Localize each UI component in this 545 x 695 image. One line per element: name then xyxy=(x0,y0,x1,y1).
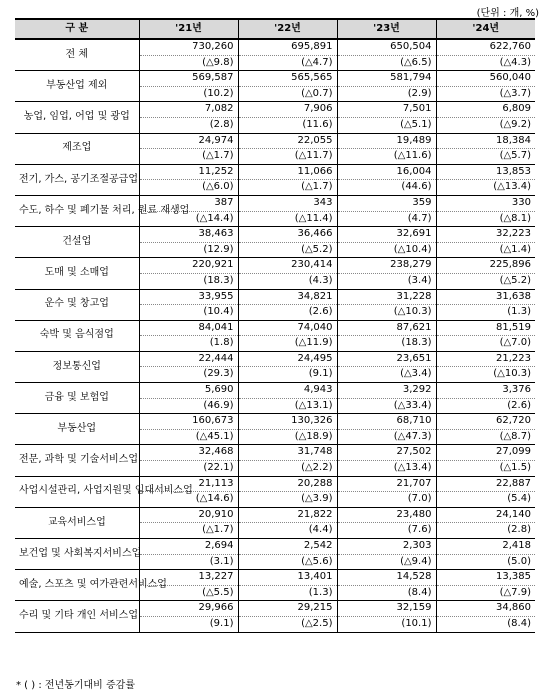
count-cell: 569,587 xyxy=(139,71,238,87)
change-rate-cell: (△2.2) xyxy=(238,461,337,477)
count-cell: 24,140 xyxy=(436,507,535,523)
count-cell: 31,228 xyxy=(337,289,436,305)
header-year-2022: '22년 xyxy=(238,19,337,39)
change-rate-cell: (△13.4) xyxy=(337,461,436,477)
table-row xyxy=(15,539,535,555)
change-rate-cell: (4.3) xyxy=(238,273,337,289)
count-cell: 560,040 xyxy=(436,71,535,87)
header-year-2024: '24년 xyxy=(436,19,535,39)
count-cell: 32,223 xyxy=(436,227,535,243)
row-label: 전 체 xyxy=(15,39,139,71)
table-row xyxy=(15,71,535,87)
count-cell: 62,720 xyxy=(436,414,535,430)
header-category: 구 분 xyxy=(15,19,139,39)
footnote: * ( ) : 전년동기대비 증감률 xyxy=(16,680,136,691)
row-label: 보건업 및 사회복지서비스업 xyxy=(15,539,139,570)
change-rate-cell: (2.6) xyxy=(238,305,337,321)
table-row xyxy=(15,39,535,55)
change-rate-cell: (2.9) xyxy=(337,86,436,102)
count-cell: 74,040 xyxy=(238,320,337,336)
change-rate-cell: (46.9) xyxy=(139,398,238,414)
change-rate-cell: (8.4) xyxy=(436,616,535,632)
row-label: 전기, 가스, 공기조절공급업 xyxy=(15,164,139,195)
table-row xyxy=(15,414,535,430)
count-cell: 2,694 xyxy=(139,539,238,555)
change-rate-cell: (4.7) xyxy=(337,211,436,227)
table-body xyxy=(15,39,535,632)
table-row xyxy=(15,133,535,149)
change-rate-cell: (△1.7) xyxy=(139,523,238,539)
change-rate-cell: (10.4) xyxy=(139,305,238,321)
row-label: 전문, 과학 및 기술서비스업 xyxy=(15,445,139,476)
change-rate-cell: (△8.1) xyxy=(436,211,535,227)
header-row xyxy=(15,19,535,39)
count-cell: 20,288 xyxy=(238,476,337,492)
count-cell: 220,921 xyxy=(139,258,238,274)
table-row xyxy=(15,445,535,461)
change-rate-cell: (△5.2) xyxy=(436,273,535,289)
change-rate-cell: (44.6) xyxy=(337,180,436,196)
row-label: 제조업 xyxy=(15,133,139,164)
change-rate-cell: (△9.4) xyxy=(337,554,436,570)
change-rate-cell: (22.1) xyxy=(139,461,238,477)
count-cell: 160,673 xyxy=(139,414,238,430)
count-cell: 21,223 xyxy=(436,351,535,367)
count-cell: 22,444 xyxy=(139,351,238,367)
change-rate-cell: (△14.6) xyxy=(139,492,238,508)
row-label: 숙박 및 음식점업 xyxy=(15,320,139,351)
count-cell: 13,385 xyxy=(436,570,535,586)
row-label: 수리 및 기타 개인 서비스업 xyxy=(15,601,139,632)
change-rate-cell: (2.8) xyxy=(436,523,535,539)
table-row xyxy=(15,289,535,305)
change-rate-cell: (11.6) xyxy=(238,117,337,133)
header-year-2021: '21년 xyxy=(139,19,238,39)
count-cell: 32,468 xyxy=(139,445,238,461)
change-rate-cell: (△6.5) xyxy=(337,55,436,71)
change-rate-cell: (△9.2) xyxy=(436,117,535,133)
count-cell: 31,748 xyxy=(238,445,337,461)
count-cell: 29,215 xyxy=(238,601,337,617)
count-cell: 81,519 xyxy=(436,320,535,336)
count-cell: 359 xyxy=(337,195,436,211)
count-cell: 330 xyxy=(436,195,535,211)
change-rate-cell: (△5.5) xyxy=(139,585,238,601)
change-rate-cell: (1.3) xyxy=(436,305,535,321)
change-rate-cell: (△5.7) xyxy=(436,149,535,165)
row-label: 교육서비스업 xyxy=(15,507,139,538)
table-row xyxy=(15,195,535,211)
count-cell: 87,621 xyxy=(337,320,436,336)
count-cell: 29,966 xyxy=(139,601,238,617)
row-label: 예술, 스포츠 및 여가관련서비스업 xyxy=(15,570,139,601)
change-rate-cell: (△7.0) xyxy=(436,336,535,352)
count-cell: 3,292 xyxy=(337,383,436,399)
table-row xyxy=(15,320,535,336)
change-rate-cell: (△3.7) xyxy=(436,86,535,102)
change-rate-cell: (9.1) xyxy=(238,367,337,383)
count-cell: 27,099 xyxy=(436,445,535,461)
count-cell: 32,691 xyxy=(337,227,436,243)
change-rate-cell: (△0.7) xyxy=(238,86,337,102)
count-cell: 33,955 xyxy=(139,289,238,305)
count-cell: 2,418 xyxy=(436,539,535,555)
count-cell: 68,710 xyxy=(337,414,436,430)
table-row xyxy=(15,164,535,180)
change-rate-cell: (8.4) xyxy=(337,585,436,601)
change-rate-cell: (△11.7) xyxy=(238,149,337,165)
count-cell: 11,252 xyxy=(139,164,238,180)
row-label: 정보통신업 xyxy=(15,351,139,382)
change-rate-cell: (△10.4) xyxy=(337,242,436,258)
count-cell: 2,542 xyxy=(238,539,337,555)
change-rate-cell: (△11.9) xyxy=(238,336,337,352)
count-cell: 19,489 xyxy=(337,133,436,149)
change-rate-cell: (△18.9) xyxy=(238,429,337,445)
count-cell: 13,401 xyxy=(238,570,337,586)
change-rate-cell: (△11.4) xyxy=(238,211,337,227)
count-cell: 7,082 xyxy=(139,102,238,118)
count-cell: 23,480 xyxy=(337,507,436,523)
count-cell: 21,113 xyxy=(139,476,238,492)
table-row xyxy=(15,383,535,399)
change-rate-cell: (△5.1) xyxy=(337,117,436,133)
count-cell: 34,860 xyxy=(436,601,535,617)
count-cell: 2,303 xyxy=(337,539,436,555)
business-count-table xyxy=(15,18,535,633)
count-cell: 32,159 xyxy=(337,601,436,617)
change-rate-cell: (△3.9) xyxy=(238,492,337,508)
change-rate-cell: (5.4) xyxy=(436,492,535,508)
count-cell: 24,974 xyxy=(139,133,238,149)
count-cell: 6,809 xyxy=(436,102,535,118)
change-rate-cell: (△1.7) xyxy=(139,149,238,165)
change-rate-cell: (9.1) xyxy=(139,616,238,632)
count-cell: 730,260 xyxy=(139,39,238,55)
change-rate-cell: (△7.9) xyxy=(436,585,535,601)
row-label: 부동산업 xyxy=(15,414,139,445)
count-cell: 84,041 xyxy=(139,320,238,336)
change-rate-cell: (△14.4) xyxy=(139,211,238,227)
change-rate-cell: (4.4) xyxy=(238,523,337,539)
change-rate-cell: (△13.4) xyxy=(436,180,535,196)
change-rate-cell: (7.0) xyxy=(337,492,436,508)
change-rate-cell: (3.4) xyxy=(337,273,436,289)
change-rate-cell: (△1.7) xyxy=(238,180,337,196)
count-cell: 225,896 xyxy=(436,258,535,274)
change-rate-cell: (△10.3) xyxy=(337,305,436,321)
count-cell: 230,414 xyxy=(238,258,337,274)
change-rate-cell: (△4.3) xyxy=(436,55,535,71)
change-rate-cell: (1.3) xyxy=(238,585,337,601)
change-rate-cell: (2.6) xyxy=(436,398,535,414)
count-cell: 13,227 xyxy=(139,570,238,586)
count-cell: 21,707 xyxy=(337,476,436,492)
count-cell: 5,690 xyxy=(139,383,238,399)
count-cell: 581,794 xyxy=(337,71,436,87)
change-rate-cell: (△33.4) xyxy=(337,398,436,414)
table-row xyxy=(15,258,535,274)
count-cell: 130,326 xyxy=(238,414,337,430)
change-rate-cell: (△1.5) xyxy=(436,461,535,477)
change-rate-cell: (△13.1) xyxy=(238,398,337,414)
count-cell: 343 xyxy=(238,195,337,211)
row-label: 운수 및 창고업 xyxy=(15,289,139,320)
count-cell: 650,504 xyxy=(337,39,436,55)
count-cell: 4,943 xyxy=(238,383,337,399)
change-rate-cell: (△3.4) xyxy=(337,367,436,383)
row-label: 도매 및 소매업 xyxy=(15,258,139,289)
header-year-2023: '23년 xyxy=(337,19,436,39)
count-cell: 11,066 xyxy=(238,164,337,180)
change-rate-cell: (△9.8) xyxy=(139,55,238,71)
change-rate-cell: (△4.7) xyxy=(238,55,337,71)
count-cell: 7,906 xyxy=(238,102,337,118)
change-rate-cell: (5.0) xyxy=(436,554,535,570)
row-label: 수도, 하수 및 폐기물 처리, 원료 재생업 xyxy=(15,195,139,226)
count-cell: 38,463 xyxy=(139,227,238,243)
count-cell: 22,055 xyxy=(238,133,337,149)
change-rate-cell: (18.3) xyxy=(337,336,436,352)
change-rate-cell: (△11.6) xyxy=(337,149,436,165)
count-cell: 23,651 xyxy=(337,351,436,367)
row-label: 건설업 xyxy=(15,227,139,258)
count-cell: 565,565 xyxy=(238,71,337,87)
count-cell: 14,528 xyxy=(337,570,436,586)
table-row xyxy=(15,507,535,523)
row-label: 농업, 임업, 어업 및 광업 xyxy=(15,102,139,133)
change-rate-cell: (3.1) xyxy=(139,554,238,570)
count-cell: 13,853 xyxy=(436,164,535,180)
change-rate-cell: (△2.5) xyxy=(238,616,337,632)
unit-label: (단위 : 개, %) xyxy=(476,8,539,19)
change-rate-cell: (12.9) xyxy=(139,242,238,258)
count-cell: 20,910 xyxy=(139,507,238,523)
table-row xyxy=(15,570,535,586)
row-label: 사업시설관리, 사업지원및 임대서비스업 xyxy=(15,476,139,507)
change-rate-cell: (10.2) xyxy=(139,86,238,102)
change-rate-cell: (△5.6) xyxy=(238,554,337,570)
change-rate-cell: (△47.3) xyxy=(337,429,436,445)
count-cell: 27,502 xyxy=(337,445,436,461)
count-cell: 34,821 xyxy=(238,289,337,305)
change-rate-cell: (△5.2) xyxy=(238,242,337,258)
change-rate-cell: (7.6) xyxy=(337,523,436,539)
count-cell: 7,501 xyxy=(337,102,436,118)
count-cell: 31,638 xyxy=(436,289,535,305)
change-rate-cell: (18.3) xyxy=(139,273,238,289)
count-cell: 622,760 xyxy=(436,39,535,55)
count-cell: 3,376 xyxy=(436,383,535,399)
change-rate-cell: (1.8) xyxy=(139,336,238,352)
count-cell: 387 xyxy=(139,195,238,211)
table-row xyxy=(15,351,535,367)
change-rate-cell: (△45.1) xyxy=(139,429,238,445)
count-cell: 238,279 xyxy=(337,258,436,274)
count-cell: 695,891 xyxy=(238,39,337,55)
count-cell: 24,495 xyxy=(238,351,337,367)
change-rate-cell: (△6.0) xyxy=(139,180,238,196)
count-cell: 18,384 xyxy=(436,133,535,149)
table-row xyxy=(15,601,535,617)
change-rate-cell: (10.1) xyxy=(337,616,436,632)
change-rate-cell: (△1.4) xyxy=(436,242,535,258)
change-rate-cell: (△8.7) xyxy=(436,429,535,445)
table-row xyxy=(15,227,535,243)
table-row xyxy=(15,102,535,118)
count-cell: 22,887 xyxy=(436,476,535,492)
count-cell: 36,466 xyxy=(238,227,337,243)
table-row xyxy=(15,476,535,492)
row-label: 금융 및 보험업 xyxy=(15,383,139,414)
count-cell: 16,004 xyxy=(337,164,436,180)
change-rate-cell: (29.3) xyxy=(139,367,238,383)
change-rate-cell: (2.8) xyxy=(139,117,238,133)
count-cell: 21,822 xyxy=(238,507,337,523)
row-label: 부동산업 제외 xyxy=(15,71,139,102)
change-rate-cell: (△10.3) xyxy=(436,367,535,383)
